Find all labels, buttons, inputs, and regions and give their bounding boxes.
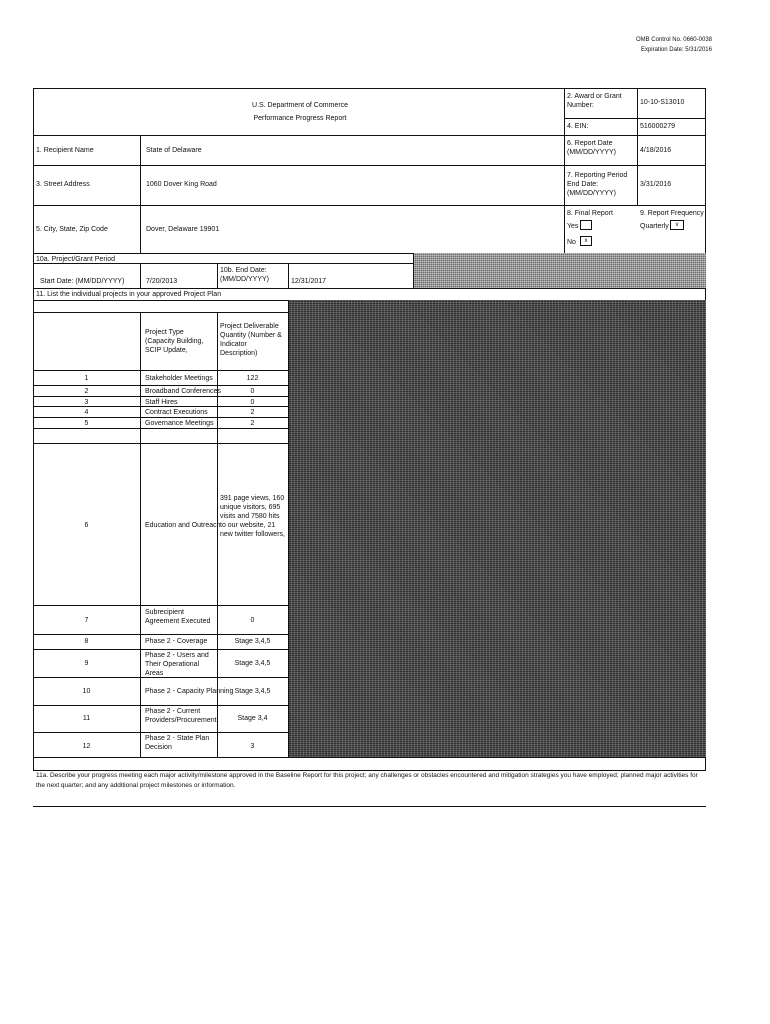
table-row-quantity: 0 — [250, 399, 255, 406]
table-row-number: 9 — [84, 660, 89, 667]
table-row-quantity: Stage 3,4,5 — [234, 660, 271, 667]
recipient-name-value: State of Delaware — [146, 147, 202, 154]
redacted-area — [413, 253, 706, 288]
ein-value: 516000279 — [640, 123, 676, 130]
table-row-number: 1 — [84, 375, 89, 382]
ein-label: 4. EIN: — [567, 123, 589, 130]
table-row-quantity: Stage 3,4,5 — [234, 638, 271, 645]
table-row-number: 5 — [84, 420, 89, 427]
final-report-label: 8. Final Report — [567, 210, 613, 217]
start-date-label: Start Date: (MM/DD/YYYY) — [40, 278, 125, 285]
column-project-type: Project Type (Capacity Building, SCIP Update, — [145, 329, 204, 354]
table-row-number: 10 — [82, 688, 91, 695]
award-number-label: 2. Award or Grant Number: — [567, 93, 622, 109]
table-row-quantity: 3 — [250, 743, 255, 750]
street-address-label: 3. Street Address — [36, 181, 90, 188]
report-frequency-label: 9. Report Frequency — [640, 210, 704, 217]
table-row-quantity: 2 — [250, 409, 255, 416]
table-row-number: 8 — [84, 638, 89, 645]
period-end-date-value: 3/31/2016 — [640, 181, 672, 188]
table-row-type: Phase 2 - Current Providers/Procurement — [145, 708, 217, 724]
table-row-quantity: 0 — [250, 617, 255, 624]
table-row-type: Education and Outreach — [145, 522, 221, 529]
table-row-type: Stakeholder Meetings — [145, 375, 213, 382]
final-report-yes-checkbox[interactable] — [580, 220, 592, 230]
table-row-type: Phase 2 - Coverage — [145, 638, 208, 645]
table-row-quantity: Stage 3,4 — [237, 715, 268, 722]
table-row-number: 12 — [82, 743, 91, 750]
recipient-name-label: 1. Recipient Name — [36, 147, 94, 154]
quarterly-checkbox[interactable]: v — [670, 220, 684, 230]
table-row-type: Phase 2 - State Plan Decision — [145, 735, 210, 751]
progress-description-label: 11a. Describe your progress meeting each major activity/milestone approved in the Baseline Report for this project; any challenges or obstacles encountered and mitigation strategies you have employed; planned major activities for the next quarter; and any additional project milestones or information. — [36, 772, 698, 789]
table-row-type: Phase 2 - Users and Their Operational Areas — [145, 652, 209, 677]
street-address-value: 1060 Dover King Road — [146, 181, 217, 188]
expiration-date: Expiration Date: 5/31/2016 — [640, 47, 712, 53]
table-row-quantity: 0 — [250, 388, 255, 395]
report-date-label: 6. Report Date (MM/DD/YYYY) — [567, 140, 616, 156]
redacted-area-main — [288, 300, 706, 757]
table-row-quantity: 391 page views, 160 unique visitors, 695 visits and 7580 hits to our website, 21 new twitter followers, — [220, 495, 285, 538]
city-state-zip-value: Dover, Delaware 19901 — [146, 226, 220, 233]
end-date-label: 10b. End Date: (MM/DD/YYYY) — [220, 267, 269, 283]
table-row-number: 11 — [82, 715, 91, 722]
table-row-quantity: Stage 3,4,5 — [234, 688, 271, 695]
table-row-type: Broadband Conferences — [145, 388, 221, 395]
table-row-quantity: 122 — [246, 375, 259, 382]
final-report-no-checkbox[interactable]: x — [580, 236, 592, 246]
final-report-no-label: No — [567, 239, 576, 246]
end-date-value: 12/31/2017 — [291, 278, 327, 285]
table-row-type: Staff Hires — [145, 399, 178, 406]
table-row-type: Phase 2 - Capacity Planning — [145, 688, 234, 695]
omb-control-number: OMB Control No. 0660-0038 — [635, 37, 712, 43]
report-date-value: 4/18/2016 — [640, 147, 672, 154]
city-state-zip-label: 5. City, State, Zip Code — [36, 226, 108, 233]
column-deliverable-quantity: Project Deliverable Quantity (Number & Indicator Description) — [220, 323, 282, 357]
table-row-quantity: 2 — [250, 420, 255, 427]
period-end-date-label: 7. Reporting Period End Date: (MM/DD/YYYY) — [567, 172, 628, 197]
table-row-number: 3 — [84, 399, 89, 406]
table-row-number: 4 — [84, 409, 89, 416]
table-row-type: Subrecipient Agreement Executed — [145, 609, 211, 625]
award-number-value: 10-10-S13010 — [640, 99, 685, 106]
table-row-number: 6 — [84, 522, 89, 529]
table-row-type: Governance Meetings — [145, 420, 214, 427]
projects-section-label: 11. List the individual projects in your approved Project Plan — [36, 291, 222, 298]
grant-period-label: 10a. Project/Grant Period — [36, 256, 115, 263]
table-row-number: 7 — [84, 617, 89, 624]
start-date-value: 7/20/2013 — [146, 278, 178, 285]
report-title: Performance Progress Report — [253, 115, 347, 122]
final-report-yes-label: Yes — [567, 223, 579, 230]
department-title: U.S. Department of Commerce — [251, 102, 349, 109]
table-row-type: Contract Executions — [145, 409, 208, 416]
quarterly-label: Quarterly — [640, 223, 669, 230]
table-row-number: 2 — [84, 388, 89, 395]
